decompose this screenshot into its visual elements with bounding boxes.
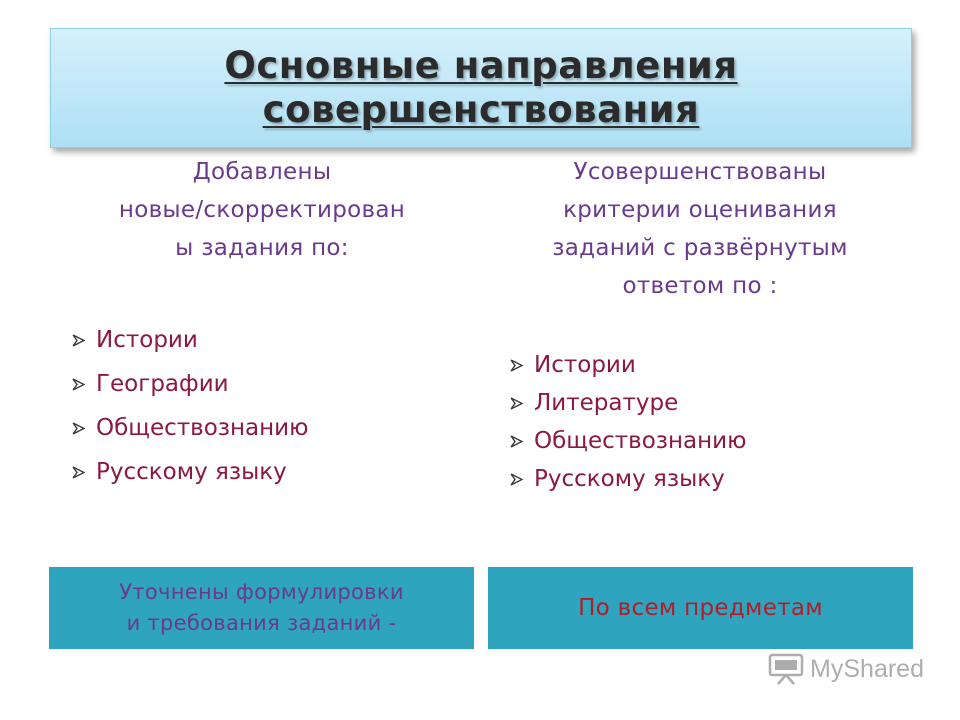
clarified-wording-line: Уточнены формулировки	[119, 580, 404, 604]
left-intro-line: Добавлены	[192, 159, 332, 185]
list-item	[72, 450, 308, 494]
list-item	[510, 460, 746, 498]
arrow-bullet-icon	[510, 397, 523, 410]
arrow-bullet-icon	[72, 378, 85, 391]
list-item-label: Литературе	[534, 390, 679, 416]
arrow-bullet-icon	[72, 422, 85, 435]
watermark-logo	[768, 652, 924, 686]
list-item	[72, 318, 308, 362]
list-item-label: Обществознанию	[96, 415, 309, 441]
right-intro-line: Усовершенствованы	[573, 159, 827, 185]
list-item-label: Русскому языку	[534, 466, 725, 492]
left-intro-line: новые/скорректирован	[118, 197, 406, 223]
title-line-2: совершенствования	[262, 88, 700, 131]
title-banner	[50, 28, 912, 148]
clarified-wording-text	[119, 577, 404, 639]
list-item	[510, 346, 746, 384]
left-subject-list	[72, 318, 308, 494]
slide-title	[224, 44, 737, 132]
right-subject-list	[510, 346, 746, 498]
right-intro	[488, 153, 912, 305]
list-item	[72, 362, 308, 406]
arrow-bullet-icon	[510, 473, 523, 486]
list-item-label: Истории	[96, 327, 198, 353]
list-item	[510, 384, 746, 422]
list-item	[510, 422, 746, 460]
all-subjects-box	[488, 567, 913, 649]
clarified-wording-line: и требования заданий -	[126, 611, 397, 635]
left-intro	[52, 153, 472, 267]
right-intro-line: заданий с развёрнутым	[552, 235, 848, 261]
presentation-board-icon	[768, 652, 804, 686]
arrow-bullet-icon	[510, 359, 523, 372]
list-item-label: Русскому языку	[96, 459, 287, 485]
arrow-bullet-icon	[510, 435, 523, 448]
title-line-1: Основные направления	[224, 44, 738, 87]
right-intro-line: критерии оценивания	[563, 197, 837, 223]
arrow-bullet-icon	[72, 334, 85, 347]
left-intro-line: ы задания по:	[175, 235, 349, 261]
list-item-label: Обществознанию	[534, 428, 747, 454]
watermark-text: MyShared	[810, 654, 924, 683]
list-item-label: Географии	[96, 371, 229, 397]
all-subjects-text: По всем предметам	[578, 595, 823, 621]
right-intro-line: ответом по :	[622, 273, 778, 299]
list-item	[72, 406, 308, 450]
clarified-wording-box	[49, 567, 474, 649]
list-item-label: Истории	[534, 352, 636, 378]
arrow-bullet-icon	[72, 466, 85, 479]
